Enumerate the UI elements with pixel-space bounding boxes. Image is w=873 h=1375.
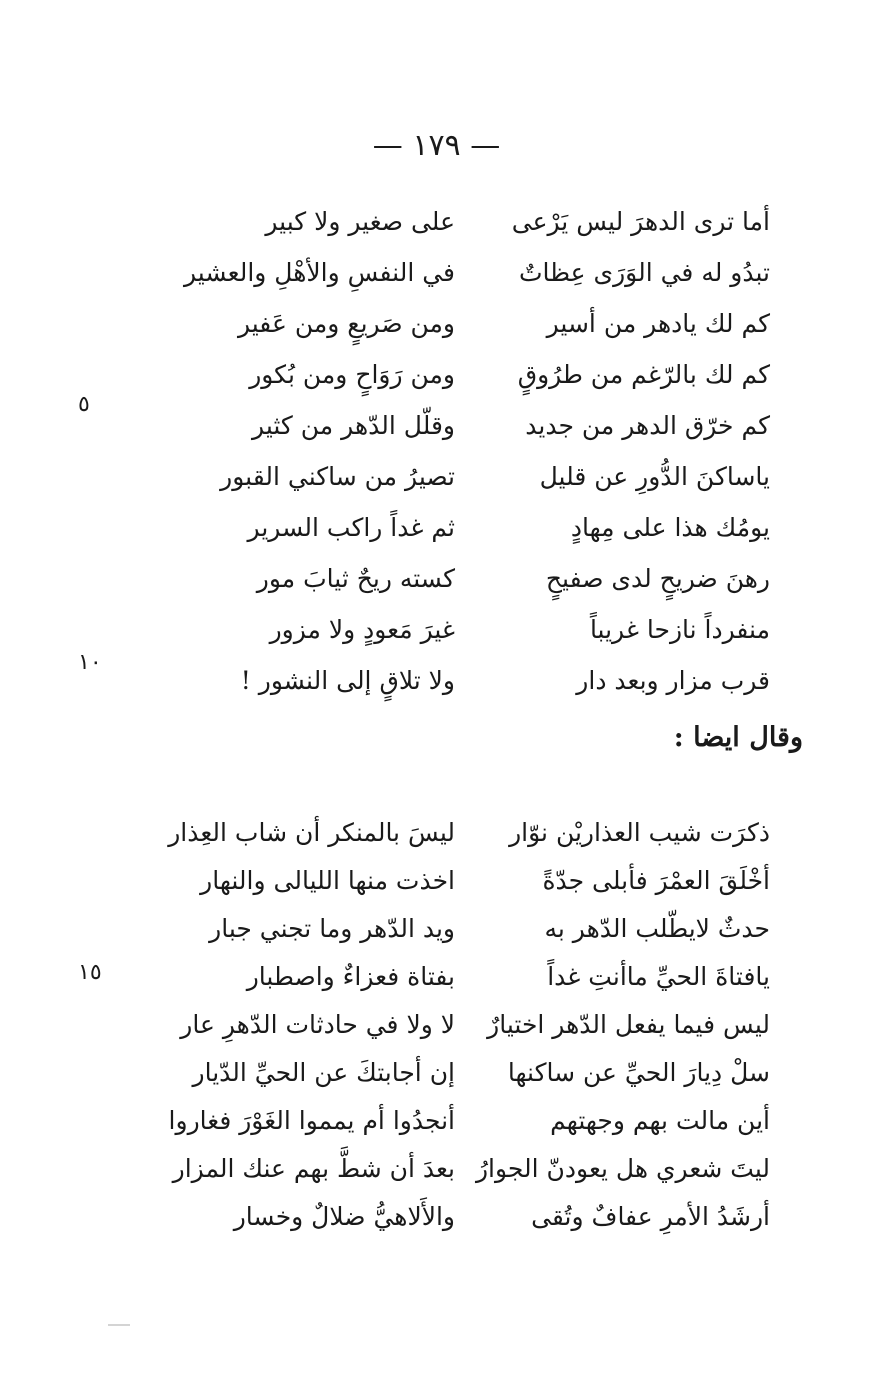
second-hemistich: ويد الدّهر وما تجني جبار — [209, 914, 455, 943]
verse — [170, 656, 770, 706]
verse — [170, 1096, 770, 1146]
line-number-5: ٥ — [78, 392, 90, 417]
first-hemistich: يومُك هذا على مِهادٍ — [570, 513, 770, 542]
verse — [170, 904, 770, 954]
second-hemistich: وقلّل الدّهر من كثير — [252, 411, 455, 440]
first-hemistich: أما ترى الدهرَ ليس يَرْعى — [511, 207, 770, 236]
first-hemistich: ليس فيما يفعل الدّهر اختيارٌ — [487, 1010, 770, 1039]
first-hemistich: تبدُو له في الوَرَى عِظاتٌ — [519, 258, 770, 287]
line-number-10: ١٠ — [78, 650, 102, 675]
verse — [170, 401, 770, 451]
first-hemistich: ياساكنَ الدُّورِ عن قليل — [539, 462, 770, 491]
first-hemistich: أخْلَقَ العمْرَ فأبلى جدّةً — [542, 866, 770, 895]
first-hemistich: سلْ دِيارَ الحيِّ عن ساكنها — [507, 1058, 770, 1087]
first-hemistich: ليتَ شعري هل يعودنّ الجوارُ — [475, 1154, 770, 1183]
second-hemistich: بعدَ أن شطَّ بهم عنك المزار — [172, 1154, 455, 1183]
first-hemistich: ذكرَت شيب العذاريْن نوّار — [509, 818, 770, 847]
verse — [170, 1192, 770, 1242]
section-heading: وقال ايضا : — [673, 722, 803, 753]
second-hemistich: ومن رَوَاحٍ ومن بُكور — [249, 360, 455, 389]
first-hemistich: أين مالت بهم وجهتهم — [550, 1106, 770, 1135]
first-hemistich: كم لك يادهر من أسير — [546, 309, 770, 338]
second-hemistich: ومن صَريعٍ ومن عَفير — [237, 309, 455, 338]
second-hemistich: ثم غداً راكب السرير — [247, 513, 455, 542]
verse — [170, 952, 770, 1002]
first-hemistich: أرشَدُ الأمرِ عفافٌ وتُقى — [531, 1202, 770, 1231]
verse — [170, 350, 770, 400]
verse — [170, 1000, 770, 1050]
verse — [170, 808, 770, 858]
second-hemistich: إن أجابتكَ عن الحيِّ الدّيار — [192, 1058, 455, 1087]
scan-speck — [108, 1324, 130, 1326]
second-hemistich: في النفسِ والأهْلِ والعشير — [184, 258, 455, 287]
verse — [170, 299, 770, 349]
first-hemistich: حدثٌ لايطّلب الدّهر به — [544, 914, 770, 943]
first-hemistich: يافتاةَ الحيِّ ماأنتِ غداً — [547, 962, 770, 991]
second-hemistich: اخذت منها الليالى والنهار — [200, 866, 455, 895]
first-hemistich: كم لك بالرّغم من طرُوقٍ — [517, 360, 770, 389]
second-hemistich: لا ولا في حادثات الدّهرِ عار — [180, 1010, 455, 1039]
verse — [170, 452, 770, 502]
verse — [170, 554, 770, 604]
second-hemistich: على صغير ولا كبير — [265, 207, 455, 236]
second-hemistich: ولا تلاقٍ إلى النشور ! — [240, 666, 455, 695]
verse — [170, 503, 770, 553]
page-number: — ١٧٩ — — [372, 128, 501, 163]
verse — [170, 605, 770, 655]
line-number-15: ١٥ — [78, 960, 102, 985]
second-hemistich: والأَلاهيُّ ضلالٌ وخسار — [233, 1202, 455, 1231]
first-hemistich: رهنَ ضريحٍ لدى صفيحٍ — [545, 564, 770, 593]
verse — [170, 197, 770, 247]
second-hemistich: تصيرُ من ساكني القبور — [220, 462, 455, 491]
second-hemistich: ليسَ بالمنكر أن شاب العِذار — [168, 818, 455, 847]
second-hemistich: أنجدُوا أم يمموا الغَوْرَ فغاروا — [168, 1106, 455, 1135]
second-hemistich: كسته ريحٌ ثيابَ مور — [256, 564, 455, 593]
first-hemistich: منفرداً نازحا غريباً — [589, 615, 770, 644]
second-hemistich: بفتاة فعزاءٌ واصطبار — [246, 962, 455, 991]
verse — [170, 248, 770, 298]
verse — [170, 1144, 770, 1194]
second-hemistich: غيرَ مَعودٍ ولا مزور — [269, 615, 455, 644]
verse — [170, 856, 770, 906]
first-hemistich: كم خرّق الدهر من جديد — [525, 411, 770, 440]
first-hemistich: قرب مزار وبعد دار — [576, 666, 770, 695]
verse — [170, 1048, 770, 1098]
